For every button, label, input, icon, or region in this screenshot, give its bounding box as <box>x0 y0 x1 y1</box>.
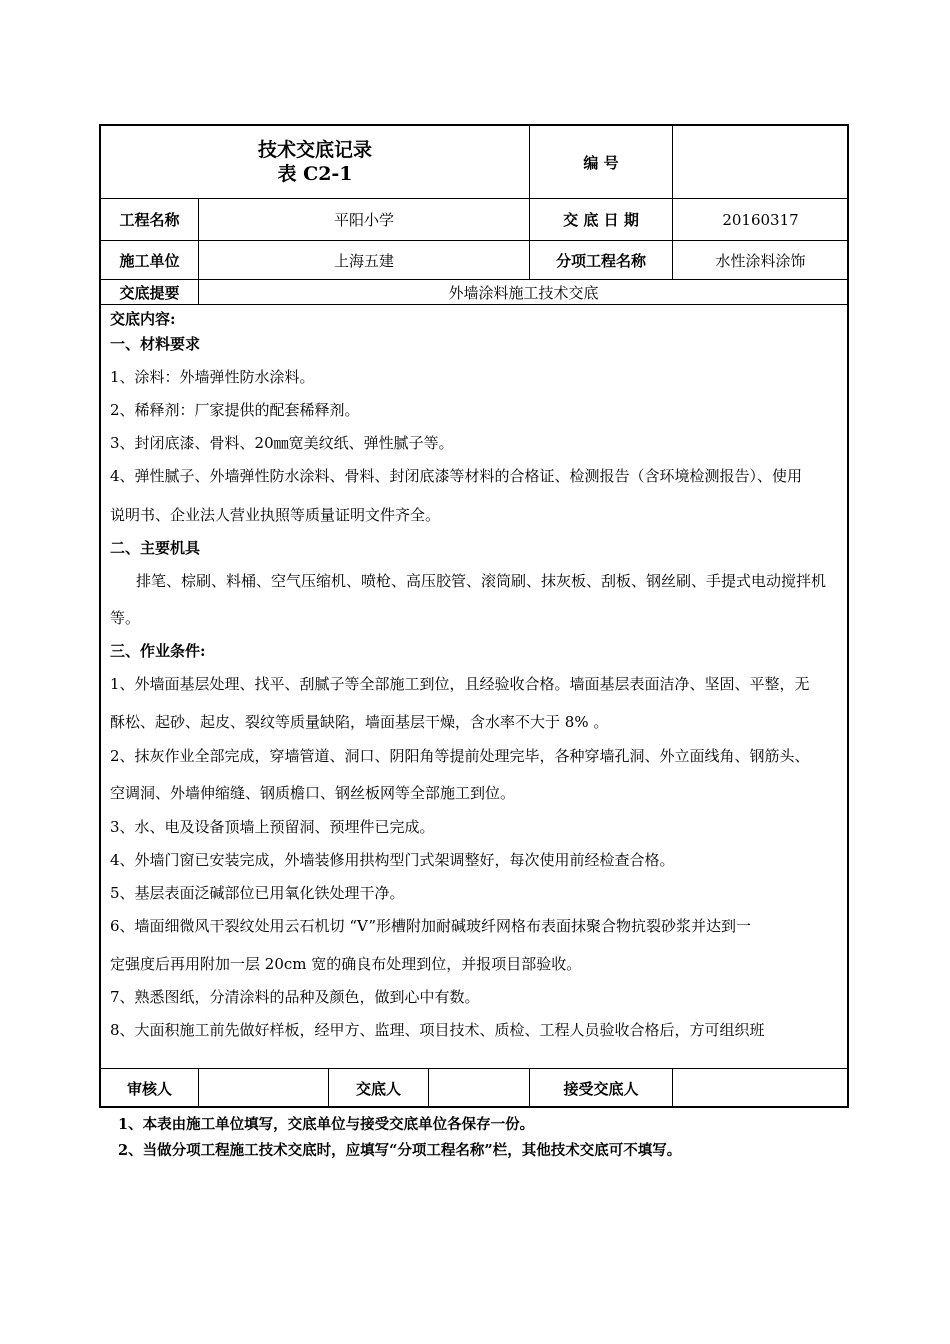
presenter-value <box>429 1069 529 1107</box>
form-title-code: 表 C2-1 <box>277 163 353 185</box>
content-line: 2、抹灰作业全部完成，穿墙管道、洞口、阴阳角等提前处理完毕，各种穿墙孔洞、外立面线角、钢筋头、 <box>110 747 810 765</box>
presenter-label: 交底人 <box>355 1079 401 1098</box>
project-name-value: 平阳小学 <box>333 211 394 229</box>
reviewer-value <box>199 1069 328 1107</box>
content-line: 7、熟悉图纸，分清涂料的品种及颜色，做到心中有数。 <box>110 988 480 1006</box>
section-heading: 一、材料要求 <box>110 335 201 353</box>
content-line: 酥松、起砂、起皮、裂纹等质量缺陷，墙面基层干燥，含水率不大于 8% 。 <box>110 713 609 731</box>
summary-label: 交底提要 <box>119 283 180 302</box>
row-divider <box>100 304 849 305</box>
content-line: 4、弹性腻子、外墙弹性防水涂料、骨料、封闭底漆等材料的合格证、检测报告（含环境检测报告）、使用 <box>110 467 803 485</box>
sub-project-value: 水性涂料涂饰 <box>715 251 806 270</box>
content-line: 6、墙面细微风干裂纹处用云石机切 “V”形槽附加耐碱玻纤网格布表面抹聚合物抗裂砂浆并达到一 <box>110 917 752 935</box>
disclosure-date-value: 20160317 <box>722 210 799 229</box>
content-line: 3、水、电及设备顶墙上预留洞、预埋件已完成。 <box>110 818 435 836</box>
number-label: 编 号 <box>583 153 619 172</box>
content-line: 排笔、棕刷、料桶、空气压缩机、喷枪、高压胶管、滚筒刷、抹灰板、刮板、钢丝刷、手提式电动搅拌机 <box>136 572 827 590</box>
footnote: 1、本表由施工单位填写，交底单位与接受交底单位各保存一份。 <box>118 1116 535 1133</box>
reviewer-label: 审核人 <box>126 1079 172 1098</box>
construction-unit-value: 上海五建 <box>333 251 394 270</box>
content-line: 5、基层表面泛碱部位已用氧化铁处理干净。 <box>110 884 405 902</box>
sub-project-label: 分项工程名称 <box>555 251 646 270</box>
footnote: 2、当做分项工程施工技术交底时，应填写“分项工程名称”栏，其他技术交底可不填写。 <box>118 1142 682 1159</box>
content-line: 4、外墙门窗已安装完成，外墙装修用拱构型门式架调整好，每次使用前经检查合格。 <box>110 851 675 869</box>
content-line: 等。 <box>110 609 141 627</box>
content-line: 8、大面积施工前先做好样板，经甲方、监理、项目技术、质检、工程人员验收合格后，方可组织班 <box>110 1021 765 1039</box>
project-name-label: 工程名称 <box>119 211 180 229</box>
content-line: 定强度后再用附加一层 20cm 宽的确良布处理到位，并报项目部验收。 <box>110 955 582 973</box>
content-heading: 交底内容: <box>110 310 176 328</box>
form-title <box>101 126 529 198</box>
form-title-main: 技术交底记录 <box>257 139 372 161</box>
content-line: 3、封闭底漆、骨料、20㎜宽美纹纸、弹性腻子等。 <box>110 434 454 452</box>
content-line: 1、涂料：外墙弹性防水涂料。 <box>110 368 315 386</box>
number-value <box>673 126 848 198</box>
content-line: 说明书、企业法人营业执照等质量证明文件齐全。 <box>110 506 441 524</box>
construction-unit-label: 施工单位 <box>119 251 180 270</box>
receiver-label: 接受交底人 <box>563 1079 639 1098</box>
summary-value: 外墙涂料施工技术交底 <box>448 283 599 302</box>
receiver-value <box>673 1069 848 1107</box>
content-line: 2、稀释剂：厂家提供的配套稀释剂。 <box>110 401 360 419</box>
section-heading: 三、作业条件: <box>110 642 206 660</box>
content-line: 1、外墙面基层处理、找平、刮腻子等全部施工到位，且经验收合格。墙面基层表面洁净、坚固、平整，无 <box>110 675 810 693</box>
content-line: 空调洞、外墙伸缩缝、钢质檐口、钢丝板网等全部施工到位。 <box>110 784 516 802</box>
disclosure-date-label: 交 底 日 期 <box>563 211 639 229</box>
section-heading: 二、主要机具 <box>110 539 201 557</box>
